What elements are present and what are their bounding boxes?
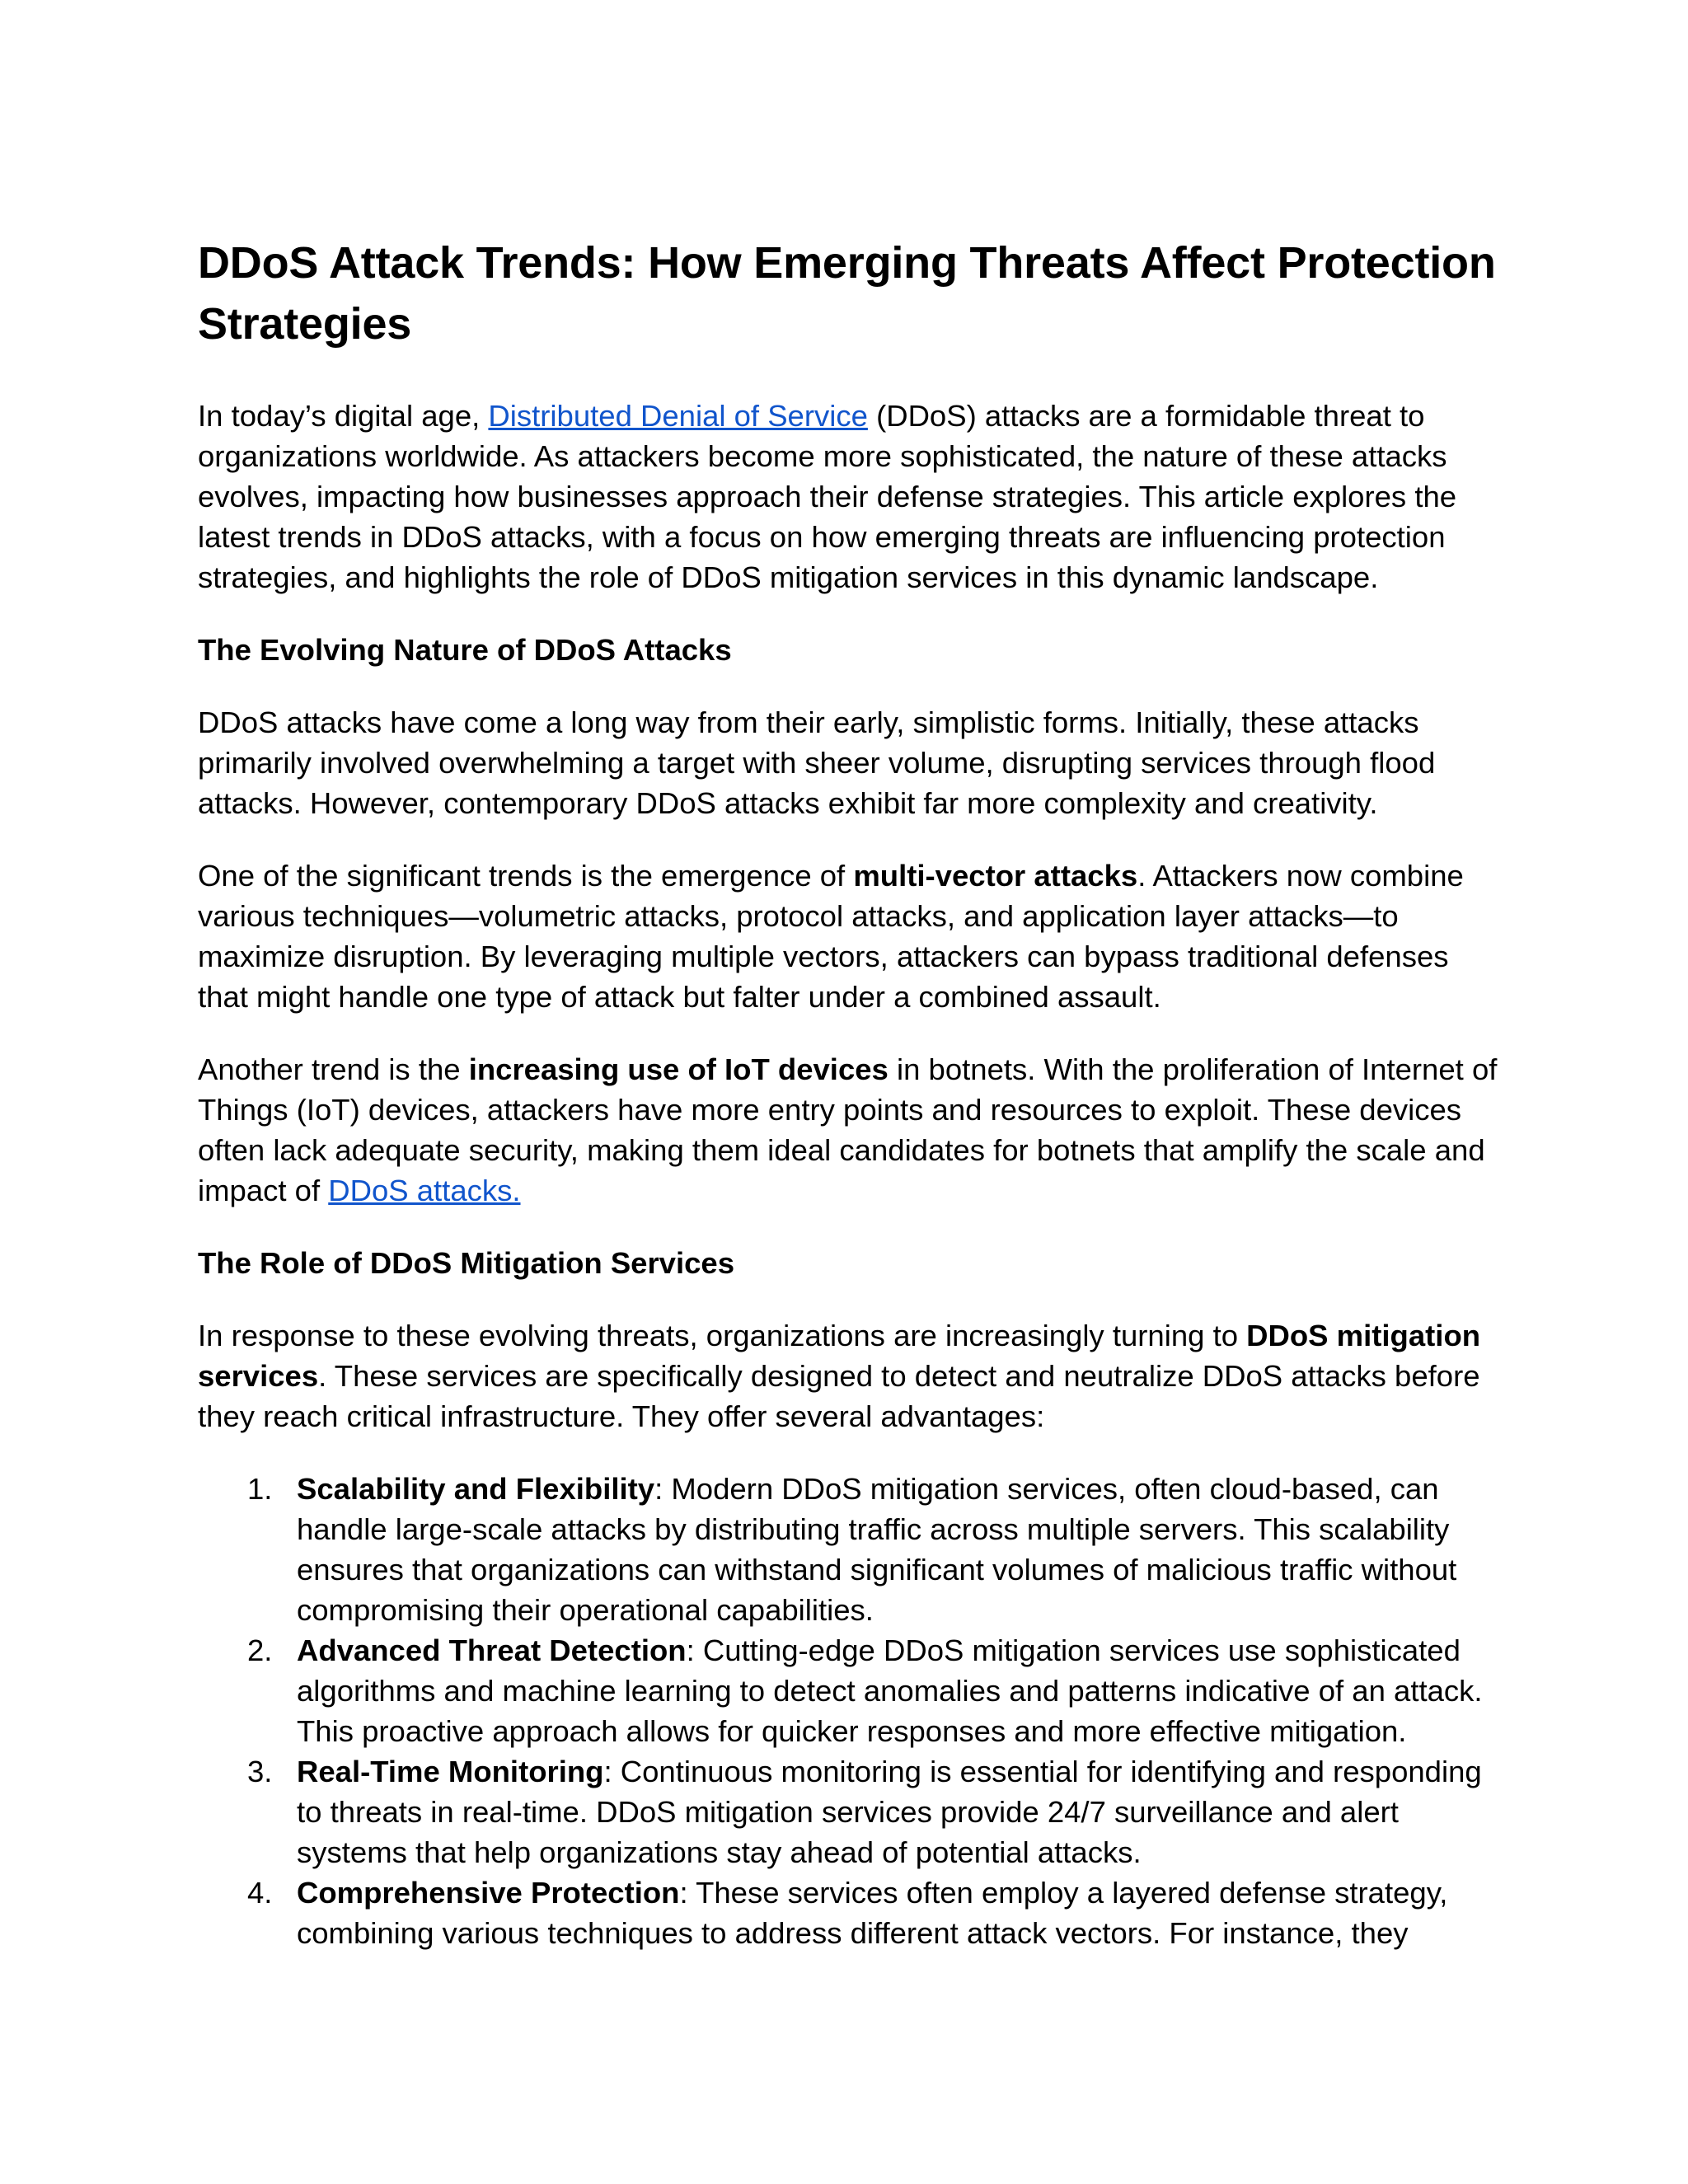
ddos-attacks-link[interactable]: DDoS attacks. — [328, 1174, 521, 1207]
evolving-paragraph-3 — [198, 1049, 1500, 1211]
section-heading-mitigation: The Role of DDoS Mitigation Services — [198, 1246, 735, 1280]
list-item — [198, 1469, 1500, 1630]
list-item — [198, 1872, 1500, 1953]
section-heading-evolving: The Evolving Nature of DDoS Attacks — [198, 633, 732, 667]
bold-term: increasing use of IoT devices — [468, 1052, 889, 1086]
bold-term: multi-vector attacks — [853, 859, 1138, 893]
evolving-paragraph-2 — [198, 855, 1500, 1017]
list-item-number: 4. — [247, 1876, 273, 1910]
list-item-text: : Cutting-edge DDoS mitigation services use sophisticated algorithms and machine learning to detect anomalies and patterns indicative of an attack. This proactive approach allows for quicker responses and more effective mitigation. — [297, 1633, 1483, 1748]
bold-term: DDoS mitigation services — [198, 1319, 1481, 1393]
advantages-list — [198, 1469, 1500, 1953]
ddos-wiki-link[interactable]: Distributed Denial of Service — [488, 399, 868, 433]
list-item — [198, 1751, 1500, 1872]
page-title: DDoS Attack Trends: How Emerging Threats Affect Protection Strategies — [198, 238, 1496, 349]
paragraph-text: . These services are specifically designed to detect and neutralize DDoS attacks before they reach critical infrastructure. They offer several advantages: — [198, 1359, 1480, 1433]
paragraph-text: in botnets. With the proliferation of Internet of Things (IoT) devices, attackers have more entry points and resources to exploit. These devices often lack adequate security, making them ideal candidates for botnets that amplify the scale and impact of — [198, 1052, 1498, 1207]
intro-paragraph — [198, 396, 1500, 598]
list-item-text: : These services often employ a layered defense strategy, combining various techniques to address different attack vectors. For instance, they — [297, 1876, 1448, 1950]
list-item-title: Comprehensive Protection — [297, 1876, 680, 1910]
list-item-title: Scalability and Flexibility — [297, 1472, 655, 1506]
list-item-number: 1. — [247, 1472, 273, 1506]
mitigation-paragraph — [198, 1315, 1500, 1436]
intro-text-after: (DDoS) attacks are a formidable threat to organizations worldwide. As attackers become more sophisticated, the nature of these attacks evolves, impacting how businesses approach their defense strategies. This article explores the latest trends in DDoS attacks, with a focus on how emerging threats are influencing protection strategies, and highlights the role of DDoS mitigation services in this dynamic landscape. — [198, 399, 1457, 594]
list-item-number: 2. — [247, 1633, 273, 1667]
list-item-title: Advanced Threat Detection — [297, 1633, 687, 1667]
paragraph-text: Another trend is the — [198, 1052, 469, 1086]
document-page — [198, 232, 1500, 1953]
evolving-paragraph-1: DDoS attacks have come a long way from their early, simplistic forms. Initially, these attacks primarily involved overwhelming a target with sheer volume, disrupting services through flood attacks. However, contemporary DDoS attacks exhibit far more complexity and creativity. — [198, 705, 1436, 820]
list-item-text: : Continuous monitoring is essential for identifying and responding to threats in real-time. DDoS mitigation services provide 24/7 surveillance and alert systems that help organizations stay ahead of potential attacks. — [297, 1755, 1482, 1869]
intro-text-before: In today’s digital age, — [198, 399, 489, 433]
list-item-number: 3. — [247, 1755, 273, 1788]
list-item — [198, 1630, 1500, 1751]
paragraph-text: One of the significant trends is the emergence of — [198, 859, 854, 893]
paragraph-text: In response to these evolving threats, organizations are increasingly turning to — [198, 1319, 1247, 1352]
paragraph-text: . Attackers now combine various techniques—volumetric attacks, protocol attacks, and application layer attacks—to maximize disruption. By leveraging multiple vectors, attackers can bypass traditional defenses that might handle one type of attack but falter under a combined assault. — [198, 859, 1464, 1014]
list-item-title: Real-Time Monitoring — [297, 1755, 604, 1788]
list-item-text: : Modern DDoS mitigation services, often cloud-based, can handle large-scale attacks by distributing traffic across multiple servers. This scalability ensures that organizations can withstand significant volumes of malicious traffic without compromising their operational capabilities. — [297, 1472, 1457, 1627]
